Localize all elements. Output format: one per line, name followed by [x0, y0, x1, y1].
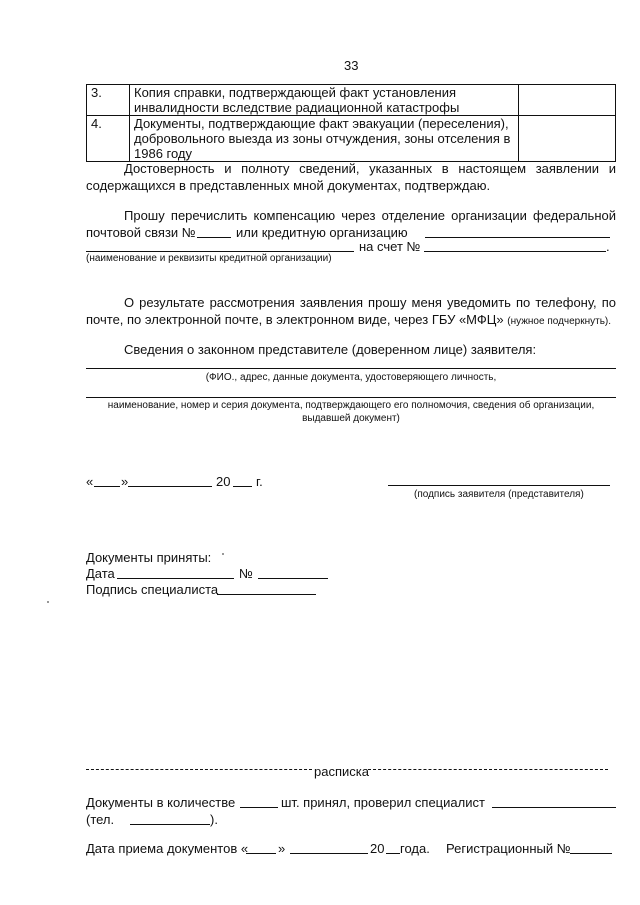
- notify-channels: почте, по электронной почте, в электронном виде, через ГБУ «МФЦ»: [86, 312, 504, 327]
- accepted-number-blank[interactable]: [258, 578, 328, 579]
- year-prefix: 20: [216, 474, 231, 489]
- year-suffix: г.: [256, 474, 263, 489]
- transfer-line-3: на счет №: [359, 239, 421, 254]
- accepted-number-label: №: [239, 566, 253, 581]
- receipt-year-blank[interactable]: [386, 853, 400, 854]
- receipt-line-3d: года.: [400, 841, 430, 856]
- receipt-line-1a: Документы в количестве: [86, 795, 236, 810]
- table-row: [87, 116, 616, 162]
- signature-caption: (подпись заявителя (представителя): [414, 489, 584, 500]
- receipt-line-3e: Регистрационный №: [446, 841, 571, 856]
- row-text-line: Документы, подтверждающие факт эвакуации (переселения),: [134, 116, 509, 131]
- receipt-line-1b: шт. принял, проверил специалист: [281, 795, 485, 810]
- credit-org-caption: (наименование и реквизиты кредитной организации): [86, 253, 332, 264]
- page-number: 33: [344, 58, 359, 73]
- receipt-line-3c: 20: [370, 841, 385, 856]
- transfer-line-2a: почтовой связи №: [86, 225, 196, 240]
- scan-speck: [222, 553, 224, 555]
- specialist-signature-label: Подпись специалиста: [86, 582, 219, 597]
- receipt-month-blank[interactable]: [290, 853, 368, 854]
- table-row: [87, 85, 616, 116]
- row-text: [130, 85, 519, 116]
- row-text-line: 1986 году: [134, 146, 193, 161]
- receipt-specialist-blank[interactable]: [492, 807, 616, 808]
- receipt-day-blank[interactable]: [246, 853, 276, 854]
- accepted-date-blank[interactable]: [117, 578, 234, 579]
- representative-caption-3: выдавшей документ): [302, 413, 400, 424]
- confirm-line-2: содержащихся в представленных мной документах, подтверждаю.: [86, 178, 491, 193]
- day-blank[interactable]: [94, 486, 120, 487]
- accepted-date-label: Дата: [86, 566, 115, 581]
- receipt-line-2a: (тел.: [86, 812, 115, 827]
- receipt-title: расписка: [314, 764, 369, 779]
- month-blank[interactable]: [128, 486, 212, 487]
- representative-blank-2[interactable]: [86, 397, 616, 398]
- credit-org-blank-2[interactable]: [86, 251, 354, 252]
- row-text-line: добровольного выезда из зоны отчуждения, зоны отселения в: [134, 131, 511, 146]
- row-text-line: Копия справки, подтверждающей факт установления: [134, 85, 457, 100]
- confirm-line-1: Достоверность и полноту сведений, указанных в настоящем заявлении и: [124, 161, 616, 176]
- receipt-line-3b: »: [278, 841, 286, 856]
- scan-speck: [47, 601, 49, 603]
- transfer-line-1: Прошу перечислить компенсацию через отделение организации федеральной: [124, 208, 616, 223]
- transfer-line-3-end: .: [606, 239, 610, 254]
- applicant-signature-blank[interactable]: [388, 485, 610, 486]
- post-office-number-blank[interactable]: [197, 237, 231, 238]
- receipt-phone-blank[interactable]: [130, 824, 210, 825]
- notify-line-1: О результате рассмотрения заявления прошу меня уведомить по телефону, по: [124, 295, 616, 310]
- specialist-signature-blank[interactable]: [217, 594, 316, 595]
- receipt-line-3a: Дата приема документов «: [86, 841, 249, 856]
- notify-line-2: [86, 311, 611, 330]
- notify-note: (нужное подчеркнуть).: [507, 316, 612, 327]
- representative-title: Сведения о законном представителе (доверенном лице) заявителя:: [124, 342, 537, 357]
- transfer-line-2b: или кредитную организацию: [236, 225, 408, 240]
- documents-table: [86, 84, 616, 162]
- date-open-quote: «: [86, 474, 94, 489]
- row-text: [130, 116, 519, 162]
- year-blank[interactable]: [233, 486, 252, 487]
- receipt-count-blank[interactable]: [240, 807, 278, 808]
- registration-number-blank[interactable]: [570, 853, 612, 854]
- receipt-line-2b: ).: [210, 812, 218, 827]
- row-blank-cell: [519, 116, 616, 162]
- account-number-blank[interactable]: [424, 251, 606, 252]
- row-text-line: инвалидности вследствие радиационной катастрофы: [134, 100, 460, 115]
- row-number: 4.: [87, 116, 130, 162]
- row-blank-cell: [519, 85, 616, 116]
- date-close-quote: »: [121, 474, 129, 489]
- receipt-cut-line-left: [86, 762, 312, 770]
- credit-org-blank-1[interactable]: [425, 237, 610, 238]
- receipt-cut-line-right: [368, 762, 608, 770]
- representative-caption-2: наименование, номер и серия документа, подтверждающего его полномочия, сведения об организации,: [107, 400, 595, 411]
- representative-caption-1: (ФИО., адрес, данные документа, удостоверяющего личность,: [205, 372, 497, 383]
- accepted-title: Документы приняты:: [86, 550, 212, 565]
- representative-blank-1[interactable]: [86, 368, 616, 369]
- row-number: 3.: [87, 85, 130, 116]
